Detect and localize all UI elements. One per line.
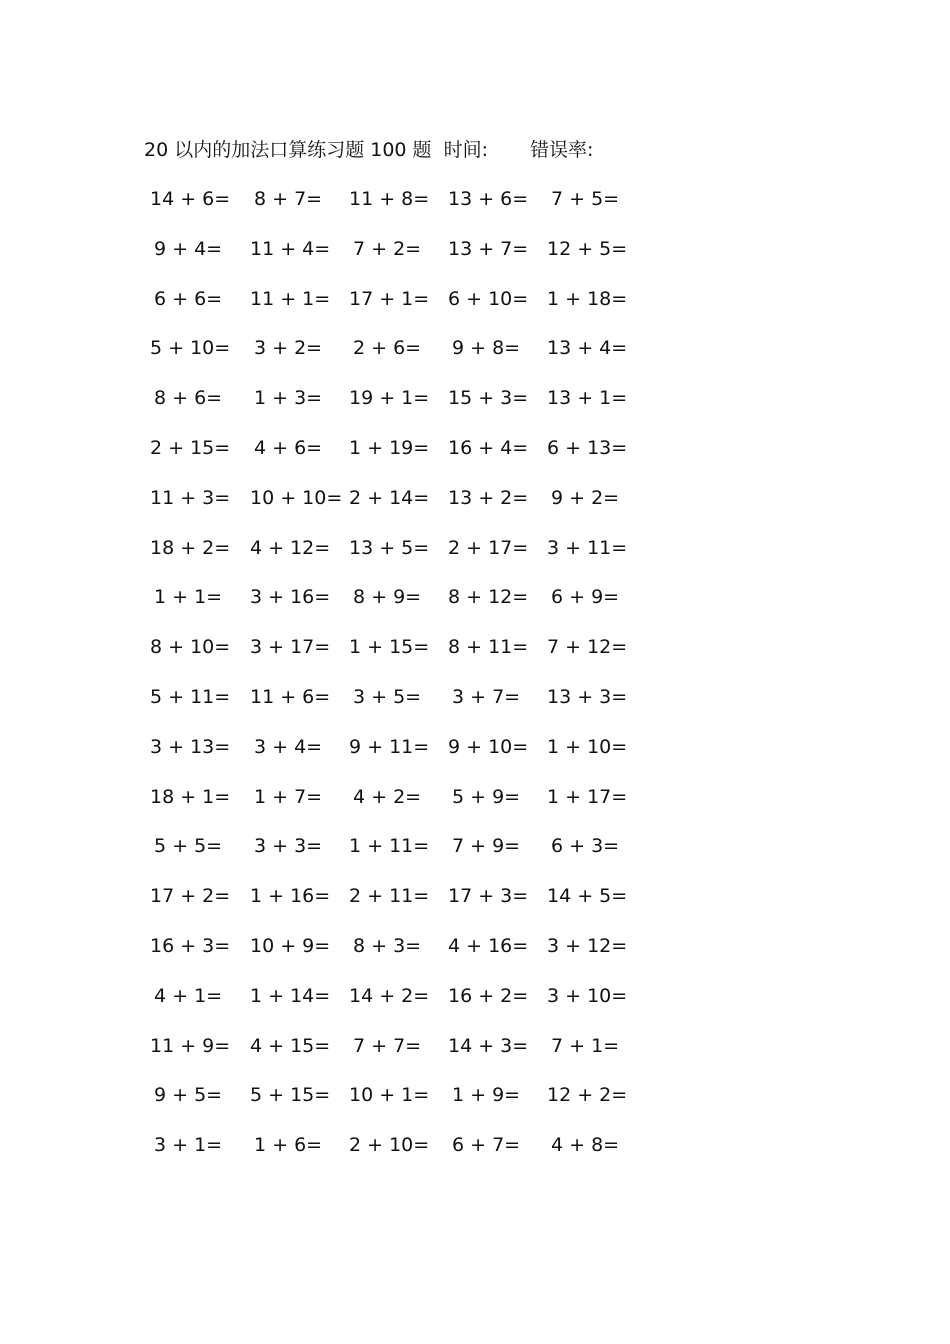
math-problem: 1 + 16= — [250, 885, 331, 908]
problem-row — [150, 484, 650, 534]
problem-row — [150, 683, 650, 733]
math-problem: 13 + 4= — [547, 337, 628, 360]
math-problem: 1 + 7= — [254, 785, 323, 808]
worksheet-title: 20 以内的加法口算练习题 100 题 — [144, 139, 432, 161]
math-problem: 14 + 6= — [150, 188, 231, 210]
math-problem: 16 + 4= — [448, 436, 529, 459]
math-problem: 5 + 10= — [150, 337, 231, 360]
math-problem: 3 + 10= — [547, 984, 628, 1007]
math-problem: 12 + 5= — [547, 237, 628, 260]
math-problem: 7 + 12= — [547, 636, 628, 659]
problem-row — [150, 235, 650, 285]
math-problem: 4 + 15= — [250, 1034, 331, 1057]
math-problem: 2 + 10= — [349, 1134, 430, 1157]
math-problem: 11 + 3= — [150, 486, 231, 509]
math-problem: 8 + 7= — [254, 188, 323, 210]
math-problem: 1 + 10= — [547, 735, 628, 758]
problem-row — [150, 384, 650, 434]
math-problem: 9 + 10= — [448, 735, 529, 758]
error-rate-label: 错误率: — [529, 139, 594, 161]
math-problem: 8 + 3= — [353, 934, 422, 957]
problem-row — [150, 334, 650, 384]
math-problem: 2 + 15= — [150, 436, 231, 459]
problem-row — [150, 733, 650, 783]
problem-row — [150, 583, 650, 633]
math-problem: 10 + 10= — [250, 486, 343, 509]
math-problem: 5 + 15= — [250, 1084, 331, 1107]
problem-row — [150, 1081, 650, 1131]
problem-row — [150, 285, 650, 335]
math-problem: 6 + 9= — [551, 586, 620, 609]
math-problem: 10 + 9= — [250, 934, 331, 957]
math-problem: 13 + 6= — [448, 188, 529, 210]
problem-row — [150, 1131, 650, 1181]
math-problem: 4 + 6= — [254, 436, 323, 459]
math-problem: 1 + 19= — [349, 436, 430, 459]
math-problem: 17 + 2= — [150, 885, 231, 908]
math-problem: 7 + 7= — [353, 1034, 422, 1057]
math-problem: 7 + 9= — [452, 835, 521, 858]
math-problem: 4 + 12= — [250, 536, 331, 559]
math-problem: 8 + 6= — [154, 387, 223, 410]
problem-row — [150, 832, 650, 882]
math-problem: 2 + 17= — [448, 536, 529, 559]
math-problem: 11 + 1= — [250, 287, 331, 310]
math-problem: 12 + 2= — [547, 1084, 628, 1107]
math-problem: 10 + 1= — [349, 1084, 430, 1107]
math-problem: 8 + 11= — [448, 636, 529, 659]
problem-row — [150, 783, 650, 833]
math-problem: 4 + 8= — [551, 1134, 620, 1157]
math-problem: 3 + 17= — [250, 636, 331, 659]
worksheet-header — [144, 137, 593, 163]
math-problem: 4 + 16= — [448, 934, 529, 957]
math-problem: 3 + 2= — [254, 337, 323, 360]
math-problem: 14 + 5= — [547, 885, 628, 908]
problem-row — [150, 1032, 650, 1082]
math-problem: 4 + 1= — [154, 984, 223, 1007]
math-problem: 9 + 8= — [452, 337, 521, 360]
problem-row — [150, 882, 650, 932]
math-problem: 3 + 1= — [154, 1134, 223, 1157]
math-problem: 18 + 2= — [150, 536, 231, 559]
math-problem: 14 + 3= — [448, 1034, 529, 1057]
math-problem: 13 + 5= — [349, 536, 430, 559]
math-problem: 2 + 6= — [353, 337, 422, 360]
math-problem: 6 + 10= — [448, 287, 529, 310]
math-problem: 6 + 13= — [547, 436, 628, 459]
math-problem: 17 + 1= — [349, 287, 430, 310]
math-problem: 13 + 3= — [547, 685, 628, 708]
math-problem: 1 + 3= — [254, 387, 323, 410]
math-problem: 16 + 3= — [150, 934, 231, 957]
problem-row — [150, 633, 650, 683]
math-problem: 1 + 18= — [547, 287, 628, 310]
math-problem: 2 + 11= — [349, 885, 430, 908]
math-problem: 6 + 7= — [452, 1134, 521, 1157]
math-problem: 5 + 5= — [154, 835, 223, 858]
math-problem: 8 + 9= — [353, 586, 422, 609]
math-problem: 1 + 9= — [452, 1084, 521, 1107]
math-problem: 7 + 1= — [551, 1034, 620, 1057]
math-problem: 8 + 10= — [150, 636, 231, 659]
math-problem: 17 + 3= — [448, 885, 529, 908]
problem-row — [150, 534, 650, 584]
math-problem: 13 + 1= — [547, 387, 628, 410]
math-problem: 8 + 12= — [448, 586, 529, 609]
math-problem: 7 + 5= — [551, 188, 620, 210]
math-problem: 3 + 3= — [254, 835, 323, 858]
math-problem: 3 + 5= — [353, 685, 422, 708]
math-problem: 3 + 11= — [547, 536, 628, 559]
math-problem: 14 + 2= — [349, 984, 430, 1007]
math-problem: 18 + 1= — [150, 785, 231, 808]
math-problem: 2 + 14= — [349, 486, 430, 509]
math-problem: 1 + 1= — [154, 586, 223, 609]
math-problem: 11 + 8= — [349, 188, 430, 210]
math-problem: 16 + 2= — [448, 984, 529, 1007]
problem-row — [150, 185, 650, 235]
math-problem: 13 + 2= — [448, 486, 529, 509]
math-problem: 3 + 12= — [547, 934, 628, 957]
math-problem: 11 + 9= — [150, 1034, 231, 1057]
problem-row — [150, 434, 650, 484]
math-problem: 5 + 11= — [150, 685, 231, 708]
math-problem: 1 + 15= — [349, 636, 430, 659]
math-problem: 1 + 14= — [250, 984, 331, 1007]
math-problem: 1 + 6= — [254, 1134, 323, 1157]
math-problem: 9 + 4= — [154, 237, 223, 260]
math-problem: 1 + 17= — [547, 785, 628, 808]
math-problem: 11 + 6= — [250, 685, 331, 708]
math-problem: 5 + 9= — [452, 785, 521, 808]
problem-grid — [150, 185, 650, 1181]
math-problem: 3 + 16= — [250, 586, 331, 609]
math-problem: 15 + 3= — [448, 387, 529, 410]
math-problem: 9 + 11= — [349, 735, 430, 758]
math-problem: 11 + 4= — [250, 237, 331, 260]
math-problem: 1 + 11= — [349, 835, 430, 858]
math-problem: 13 + 7= — [448, 237, 529, 260]
math-problem: 9 + 5= — [154, 1084, 223, 1107]
math-problem: 6 + 6= — [154, 287, 223, 310]
math-problem: 3 + 4= — [254, 735, 323, 758]
math-problem: 19 + 1= — [349, 387, 430, 410]
problem-row — [150, 932, 650, 982]
math-problem: 4 + 2= — [353, 785, 422, 808]
problem-row — [150, 982, 650, 1032]
time-label: 时间: — [443, 139, 488, 161]
math-problem: 9 + 2= — [551, 486, 620, 509]
math-problem: 6 + 3= — [551, 835, 620, 858]
math-problem: 7 + 2= — [353, 237, 422, 260]
math-problem: 3 + 7= — [452, 685, 521, 708]
math-problem: 3 + 13= — [150, 735, 231, 758]
